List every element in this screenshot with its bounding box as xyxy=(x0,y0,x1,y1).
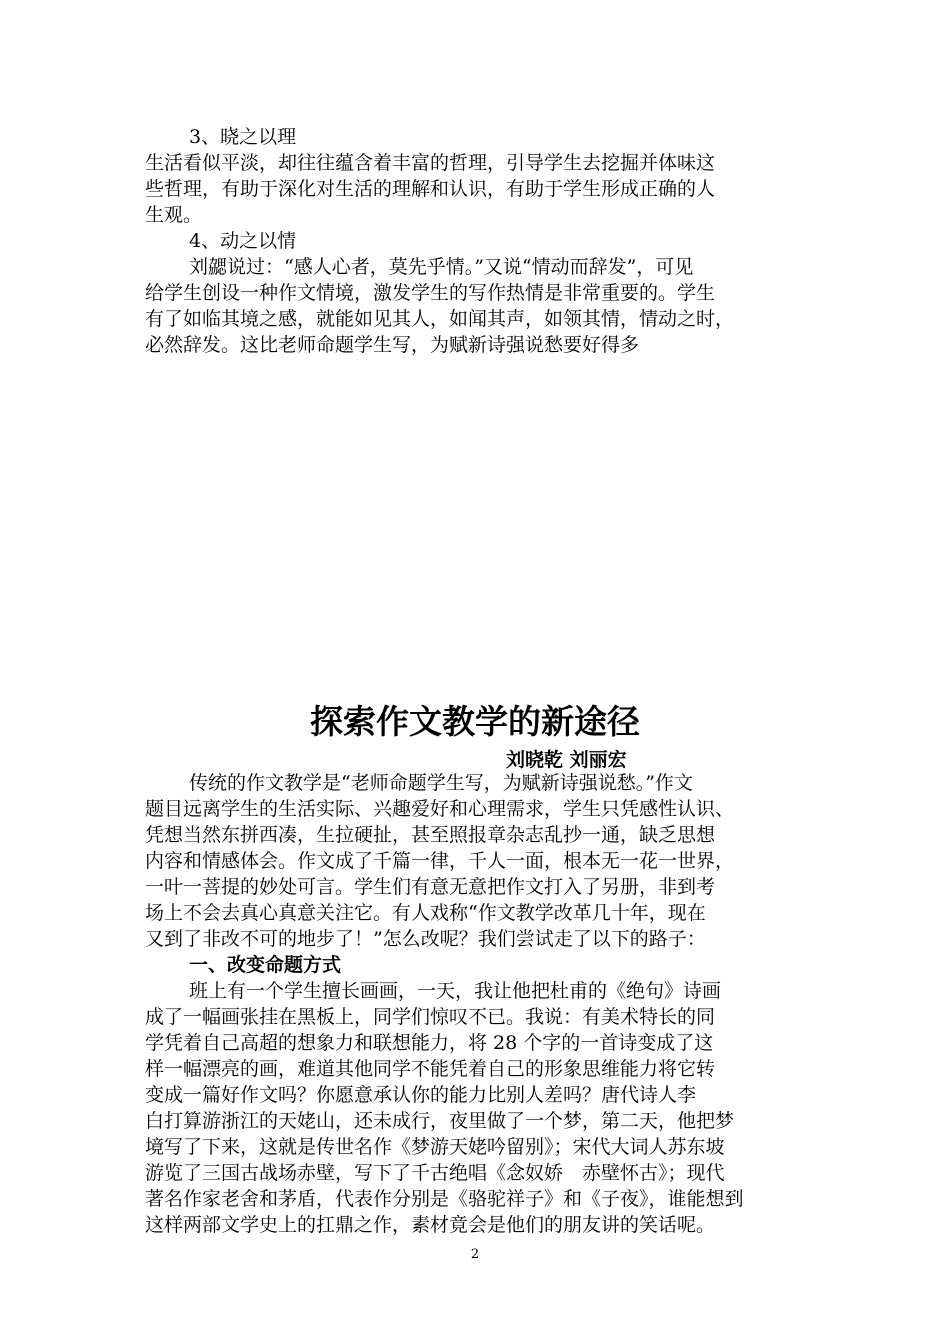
paragraph-line: 这样两部文学史上的扛鼎之作，素材竟会是他们的朋友讲的笑话呢。 xyxy=(145,1214,716,1236)
paragraph-line: 学凭着自己高超的想象力和联想能力，将 28 个字的一首诗变成了这 xyxy=(145,1032,714,1054)
paragraph-line: 又到了非改不可的地步了！”怎么改呢？我们尝试走了以下的路子： xyxy=(145,928,706,950)
paragraph-line: 变成一篇好作文吗？你愿意承认你的能力比别人差吗？唐代诗人李 xyxy=(145,1084,697,1106)
paragraph-line: 游览了三国古战场赤壁，写下了千古绝唱《念奴娇 赤壁怀古》；现代 xyxy=(145,1162,725,1184)
article-body xyxy=(145,770,813,1238)
paragraph-line: 一叶一菩提的妙处可言。学生们有意无意把作文打入了另册，非到考 xyxy=(145,876,716,898)
paragraph-line: 传统的作文教学是“老师命题学生写，为赋新诗强说愁。”作文 xyxy=(189,772,693,794)
paragraph-line: 凭想当然东拼西凑，生拉硬扯，甚至照报章杂志乱抄一通，缺乏思想 xyxy=(145,824,716,846)
paragraph-line: 成了一幅画张挂在黑板上，同学们惊叹不已。我说：有美术特长的同 xyxy=(145,1006,716,1028)
paragraph-line: 班上有一个学生擅长画画，一天，我让他把杜甫的《绝句》诗画 xyxy=(189,980,722,1002)
paragraph-line: 样一幅漂亮的画，难道其他同学不能凭着自己的形象思维能力将它转 xyxy=(145,1058,716,1080)
section-heading: 一、改变命题方式 xyxy=(189,954,342,976)
article-authors: 刘晓乾 刘丽宏 xyxy=(506,749,627,771)
paragraph-line: 必然辞发。这比老师命题学生写，为赋新诗强说愁要好得多 xyxy=(145,334,640,356)
paragraph-line: 内容和情感体会。作文成了千篇一律，千人一面，根本无一花一世界， xyxy=(145,850,735,872)
paragraph-line: 生活看似平淡，却往往蕴含着丰富的哲理，引导学生去挖掘并体味这 xyxy=(145,152,716,174)
paragraph-line: 白打算游浙江的天姥山，还未成行，夜里做了一个梦，第二天，他把梦 xyxy=(145,1110,735,1132)
page-number: 2 xyxy=(470,1247,480,1262)
paragraph-line: 给学生创设一种作文情境，激发学生的写作热情是非常重要的。学生 xyxy=(145,282,716,304)
paragraph-line: 有了如临其境之感，就能如见其人，如闻其声，如领其情，情动之时， xyxy=(145,308,735,330)
paragraph-line: 著名作家老舍和茅盾，代表作分别是《骆驼祥子》和《子夜》，谁能想到 xyxy=(145,1188,744,1210)
subheading-3: 3、晓之以理 xyxy=(189,126,297,148)
paragraph-line: 刘勰说过：“感人心者，莫先乎情。”又说“情动而辞发”，可见 xyxy=(189,256,694,278)
paragraph-line: 境写了下来，这就是传世名作《梦游天姥吟留别》；宋代大词人苏东坡 xyxy=(145,1136,725,1158)
article-title: 探索作文教学的新途径 xyxy=(310,702,640,741)
paragraph-line: 些哲理，有助于深化对生活的理解和认识，有助于学生形成正确的人 xyxy=(145,178,716,200)
previous-article-ending xyxy=(145,124,813,358)
paragraph-line: 题目远离学生的生活实际、兴趣爱好和心理需求，学生只凭感性认识、 xyxy=(145,798,735,820)
paragraph-line: 生观。 xyxy=(145,204,203,226)
subheading-4: 4、动之以情 xyxy=(189,230,297,252)
paragraph-line: 场上不会去真心真意关注它。有人戏称“作文教学改革几十年，现在 xyxy=(145,902,706,924)
